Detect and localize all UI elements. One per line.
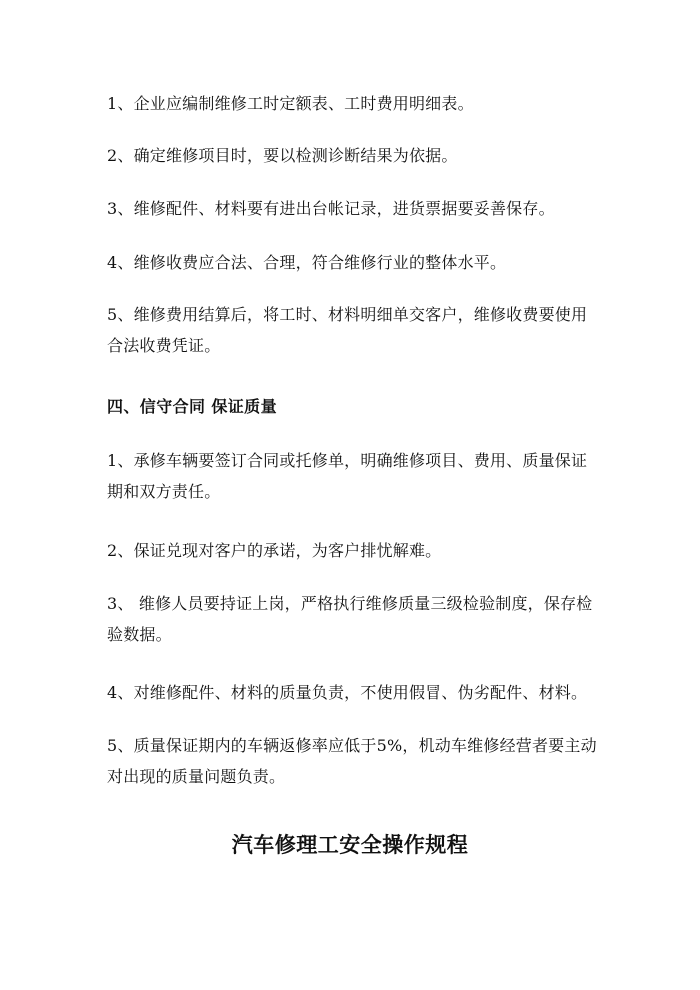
section-item-3: 3、 维修人员要持证上岗，严格执行维修质量三级检验制度，保存检验数据。 — [107, 594, 593, 644]
item-1: 1、企业应编制维修工时定额表、工时费用明细表。 — [107, 94, 474, 113]
section-item-1: 1、承修车辆要签订合同或托修单，明确维修项目、费用、质量保证期和双方责任。 — [107, 451, 588, 501]
document-title: 汽车修理工安全操作规程 — [231, 832, 469, 857]
section-item-4: 4、对维修配件、材料的质量负责，不使用假冒、伪劣配件、材料。 — [107, 683, 588, 702]
item-2: 2、确定维修项目时，要以检测诊断结果为依据。 — [107, 146, 458, 165]
item-3: 3、维修配件、材料要有进出台帐记录，进货票据要妥善保存。 — [107, 199, 555, 218]
section-item-2: 2、保证兑现对客户的承诺，为客户排忧解难。 — [107, 541, 442, 560]
item-4: 4、维修收费应合法、合理，符合维修行业的整体水平。 — [107, 253, 507, 272]
item-5: 5、维修费用结算后，将工时、材料明细单交客户，维修收费要使用合法收费凭证。 — [107, 305, 588, 355]
section-item-5: 5、质量保证期内的车辆返修率应低于5%，机动车维修经营者要主动对出现的质量问题负责。 — [107, 736, 597, 786]
section-heading: 四、信守合同 保证质量 — [107, 397, 277, 416]
